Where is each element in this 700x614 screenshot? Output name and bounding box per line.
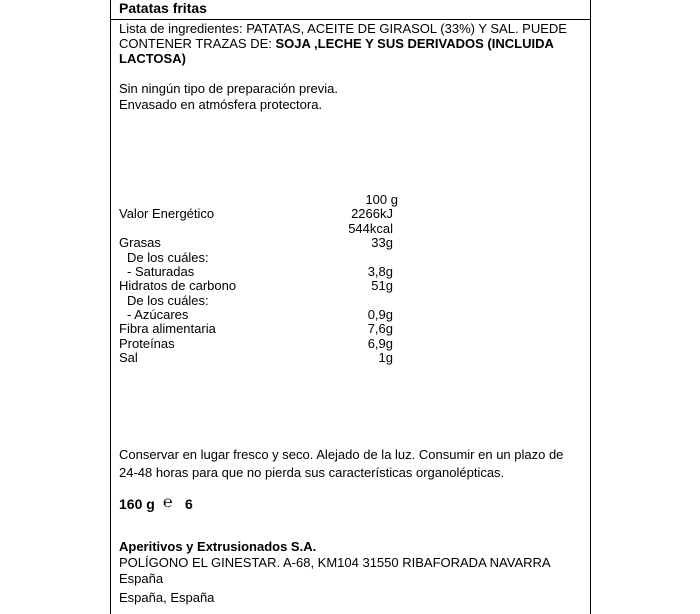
nutrition-value-sugars: 0,9g bbox=[367, 307, 393, 322]
nutrition-value-protein: 6,9g bbox=[367, 336, 393, 351]
allergens-text: SOJA ,LECHE Y SUS DERIVADOS (INCLUIDA LACTOSA) bbox=[119, 36, 554, 66]
manufacturer-address: POLÍGONO EL GINESTAR. A-68, KM104 31550 RIBAFORADA NAVARRA bbox=[119, 555, 551, 570]
ingredients-text: Lista de ingredientes: PATATAS, ACEITE DE GIRASOL (33%) Y SAL. PUEDE CONTENER TRAZAS DE: bbox=[119, 21, 567, 51]
label-sheet bbox=[110, 0, 591, 614]
nutrition-value-fibre: 7,6g bbox=[367, 321, 393, 336]
nutrition-value-saturates: 3,8g bbox=[367, 264, 393, 279]
estimated-sign-icon: ℮ bbox=[163, 494, 173, 511]
nutrition-per-header: 100 g bbox=[365, 192, 398, 207]
manufacturer-name: Aperitivos y Extrusionados S.A. bbox=[119, 539, 317, 554]
packaging-note: Envasado en atmósfera protectora. bbox=[119, 97, 323, 112]
nutrition-label-of-which: De los cuáles: bbox=[127, 250, 209, 265]
nutrition-label-fat: Grasas bbox=[119, 235, 161, 250]
title-divider bbox=[111, 19, 590, 20]
nutrition-value-energy-kj: 2266kJ bbox=[351, 206, 393, 221]
nutrition-label-saturates: - Saturadas bbox=[127, 264, 195, 279]
nutrition-label-salt: Sal bbox=[119, 350, 138, 365]
storage-instructions: Conservar en lugar fresco y seco. Alejado de la luz. Consumir en un plazo de 24-48 horas para que no pierda sus características organolépticas. bbox=[119, 447, 564, 480]
product-title: Patatas fritas bbox=[119, 0, 207, 16]
nutrition-label-energy: Valor Energético bbox=[119, 206, 215, 221]
nutrition-label-of-which: De los cuáles: bbox=[127, 293, 209, 308]
unit-count: 6 bbox=[185, 496, 193, 512]
nutrition-value-carbohydrate: 51g bbox=[371, 278, 393, 293]
nutrition-label-carbohydrate: Hidratos de carbono bbox=[119, 278, 237, 293]
origin-countries: España, España bbox=[119, 590, 215, 605]
nutrition-value-energy-kcal: 544kcal bbox=[348, 221, 393, 236]
ingredients-list bbox=[119, 21, 579, 66]
manufacturer-country: España bbox=[119, 571, 164, 586]
nutrition-label-protein: Proteínas bbox=[119, 336, 175, 351]
preparation-note: Sin ningún tipo de preparación previa. bbox=[119, 81, 338, 96]
nutrition-label-sugars: - Azúcares bbox=[127, 307, 189, 322]
net-weight: 160 g bbox=[119, 496, 155, 512]
nutrition-label-fibre: Fibra alimentaria bbox=[119, 321, 216, 336]
nutrition-value-salt: 1g bbox=[378, 350, 393, 365]
nutrition-value-fat: 33g bbox=[371, 235, 393, 250]
